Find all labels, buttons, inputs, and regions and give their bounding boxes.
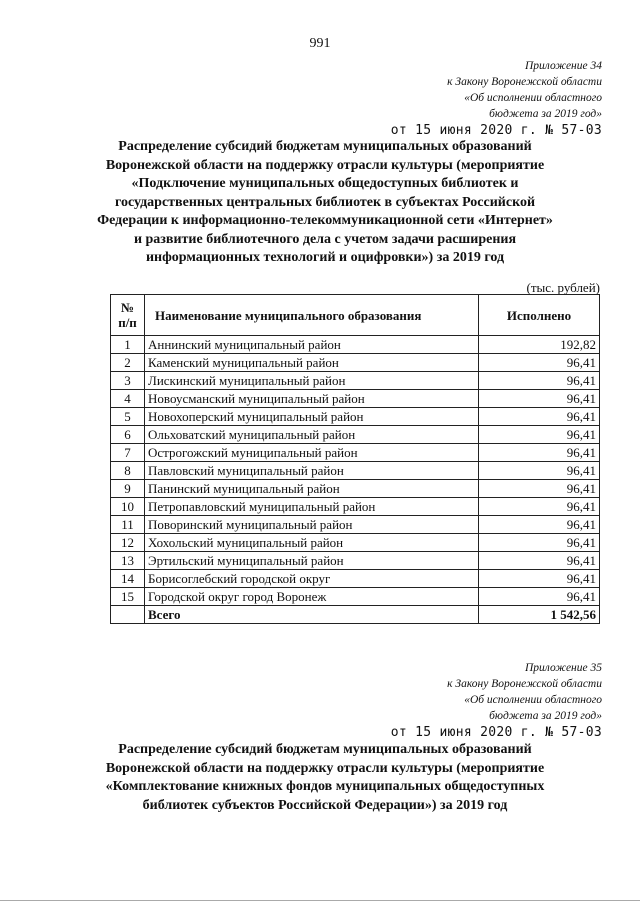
- row-num: 14: [111, 570, 145, 588]
- row-num: 15: [111, 588, 145, 606]
- page-number: 991: [309, 36, 331, 51]
- row-name: Острогожский муниципальный район: [145, 444, 479, 462]
- appendix-34-header: [391, 58, 602, 139]
- row-name: Эртильский муниципальный район: [145, 552, 479, 570]
- row-name: Панинский муниципальный район: [145, 480, 479, 498]
- row-name: Борисоглебский городской округ: [145, 570, 479, 588]
- title-35: Распределение субсидий бюджетам муниципальных образований Воронежской области на поддержку отрасли культуры (мероприятие «Комплектование книжных фондов муниципальных общедоступных библиотек субъектов Российской Федерации») за 2019 год: [105, 742, 545, 813]
- page-bottom-edge: [0, 900, 640, 901]
- table-row: [111, 498, 600, 516]
- row-amount: 96,41: [479, 426, 600, 444]
- table-row: [111, 588, 600, 606]
- row-amount: 96,41: [479, 444, 600, 462]
- row-amount: 96,41: [479, 534, 600, 552]
- row-name: Новохоперский муниципальный район: [145, 408, 479, 426]
- row-name: Каменский муниципальный район: [145, 354, 479, 372]
- row-amount: 96,41: [479, 552, 600, 570]
- row-name: Поворинский муниципальный район: [145, 516, 479, 534]
- units-label: (тыс. рублей): [526, 280, 600, 295]
- appendix-34-stamp: от 15 июня 2020 г. № 57-03: [390, 123, 602, 138]
- row-amount: 96,41: [479, 516, 600, 534]
- row-num: 10: [111, 498, 145, 516]
- appendix-34-line3: «Об исполнении областного: [464, 92, 602, 104]
- appendix-35-line2: к Закону Воронежской области: [447, 678, 602, 690]
- table-row: [111, 426, 600, 444]
- row-amount: 96,41: [479, 498, 600, 516]
- table-row: [111, 570, 600, 588]
- total-num-cell: [111, 606, 145, 624]
- row-num: 12: [111, 534, 145, 552]
- table-row: [111, 462, 600, 480]
- row-name: Петропавловский муниципальный район: [145, 498, 479, 516]
- row-amount: 192,82: [479, 336, 600, 354]
- title-34: Распределение субсидий бюджетам муниципальных образований Воронежской области на поддержку отрасли культуры (мероприятие «Подключение муниципальных общедоступных библиотек и государственных центральных библиотек в субъектах Российской Федерации к информационно-телекоммуникационной сети «Интернет» и развитие библиотечного дела с учетом задачи расширения информационных технологий и оцифровки») за 2019 год: [97, 139, 553, 265]
- header-name: Наименование муниципального образования: [145, 295, 479, 336]
- row-num: 5: [111, 408, 145, 426]
- table-row: [111, 480, 600, 498]
- table-row: [111, 372, 600, 390]
- total-label: Всего: [145, 606, 479, 624]
- row-name: Ольховатский муниципальный район: [145, 426, 479, 444]
- appendix-34-line1: Приложение 34: [524, 60, 602, 72]
- row-name: Городской округ город Воронеж: [145, 588, 479, 606]
- appendix-34-line4: бюджета за 2019 год»: [489, 108, 602, 120]
- table-row: [111, 354, 600, 372]
- row-num: 13: [111, 552, 145, 570]
- appendix-35-stamp: от 15 июня 2020 г. № 57-03: [390, 725, 602, 740]
- appendix-34-line2: к Закону Воронежской области: [447, 76, 602, 88]
- table-row: [111, 552, 600, 570]
- row-amount: 96,41: [479, 588, 600, 606]
- row-name: Аннинский муниципальный район: [145, 336, 479, 354]
- appendix-35-header: [391, 660, 602, 741]
- row-name: Лискинский муниципальный район: [145, 372, 479, 390]
- table-row: [111, 534, 600, 552]
- row-num: 6: [111, 426, 145, 444]
- row-name: Павловский муниципальный район: [145, 462, 479, 480]
- appendix-35-line4: бюджета за 2019 год»: [489, 710, 602, 722]
- total-amount: 1 542,56: [479, 606, 600, 624]
- row-amount: 96,41: [479, 390, 600, 408]
- row-num: 3: [111, 372, 145, 390]
- appendix-35-line3: «Об исполнении областного: [464, 694, 602, 706]
- row-amount: 96,41: [479, 354, 600, 372]
- row-amount: 96,41: [479, 570, 600, 588]
- row-num: 4: [111, 390, 145, 408]
- row-num: 9: [111, 480, 145, 498]
- row-num: 7: [111, 444, 145, 462]
- table-total-row: [111, 606, 600, 624]
- row-amount: 96,41: [479, 372, 600, 390]
- row-amount: 96,41: [479, 408, 600, 426]
- row-amount: 96,41: [479, 462, 600, 480]
- table-row: [111, 390, 600, 408]
- table-row: [111, 516, 600, 534]
- table-header-row: [111, 295, 600, 336]
- row-name: Хохольский муниципальный район: [145, 534, 479, 552]
- row-amount: 96,41: [479, 480, 600, 498]
- table-row: [111, 408, 600, 426]
- row-name: Новоусманский муниципальный район: [145, 390, 479, 408]
- header-num: № п/п: [111, 295, 145, 336]
- row-num: 8: [111, 462, 145, 480]
- row-num: 2: [111, 354, 145, 372]
- row-num: 1: [111, 336, 145, 354]
- table-row: [111, 444, 600, 462]
- appendix-35-line1: Приложение 35: [524, 662, 602, 674]
- header-amount: Исполнено: [479, 295, 600, 336]
- row-num: 11: [111, 516, 145, 534]
- subsidy-table: [110, 294, 600, 624]
- table-row: [111, 336, 600, 354]
